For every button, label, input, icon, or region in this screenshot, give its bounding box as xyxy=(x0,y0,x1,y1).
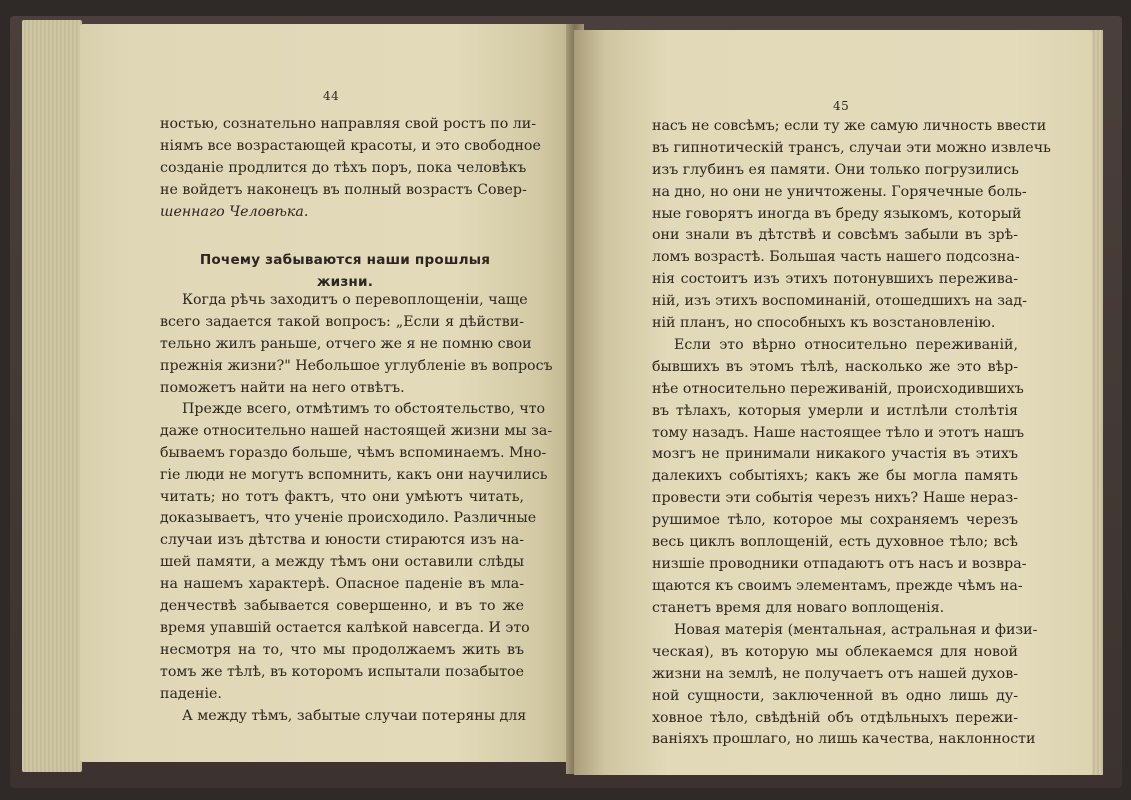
text-line: мозгъ не принимали никакого участія въ этихъ xyxy=(652,446,1018,463)
text-line: на дно, но они не уничтожены. Горячечные боль- xyxy=(652,183,1027,200)
text-line: на нашемъ характерѣ. Опасное паденіе въ мла- xyxy=(160,576,524,593)
text-line: Когда рѣчь заходитъ о перевоплощеніи, чаще xyxy=(182,292,528,308)
text-line: Новая матерія (ментальная, астральная и физи- xyxy=(674,622,1038,638)
text-line: провести эти событія черезъ нихъ? Наше нераз- xyxy=(652,490,1018,507)
text-line: поможетъ найти на него отвѣтъ. xyxy=(160,379,405,396)
text-line: изъ глубинъ ея памяти. Они только погрузились xyxy=(652,161,1019,178)
right-paragraph-3 xyxy=(652,620,1038,751)
text-line: даже относительно нашей настоящей жизни мы за- xyxy=(160,422,553,439)
text-line: нія состоитъ изъ этихъ потонувшихъ пережива- xyxy=(652,271,1018,288)
text-line: въ гипнотическій трансъ, случаи эти можно извлечь xyxy=(652,139,1051,156)
text-line: весь циклъ воплощеній, есть духовное тѣло; всѣ xyxy=(652,534,1018,551)
text-line: А между тѣмъ, забытые случаи потеряны для xyxy=(182,708,527,724)
text-line: время упавшій остается калѣкой навсегда. И это xyxy=(160,619,530,636)
left-intro-paragraph xyxy=(160,114,541,223)
left-paragraph-1 xyxy=(160,290,553,399)
text-line: читать; но тотъ фактъ, что они умѣютъ читать, xyxy=(160,488,524,505)
text-line: они знали въ дѣтствѣ и совсѣмъ забыли въ зрѣ- xyxy=(652,227,1018,244)
text-line: рушимое тѣло, которое мы сохраняемъ черезъ xyxy=(652,512,1018,529)
text-line: низшіе проводники отпадаютъ отъ насъ и возвра- xyxy=(652,555,1027,572)
right-paragraph-2 xyxy=(652,335,1027,620)
text-line: ностью, сознательно направляя свой ростъ по ли- xyxy=(160,116,537,132)
text-line: не войдетъ наконецъ въ полный возрастъ Совер- xyxy=(160,181,527,198)
text-line: созданіе продлится до тѣхъ поръ, пока человѣкъ xyxy=(160,159,527,176)
text-line: ніямъ все возрастающей красоты, и это свободное xyxy=(160,137,541,154)
text-line: Прежде всего, отмѣтимъ то обстоятельство, что xyxy=(182,401,546,417)
page-number-right: 45 xyxy=(833,99,850,113)
text-line: нѣе относительно переживаній, происходившихъ xyxy=(652,380,1024,397)
left-paragraph-2 xyxy=(160,399,553,705)
text-line: всего задается такой вопросъ: „Если я дѣйстви- xyxy=(160,313,524,330)
left-page-edges xyxy=(22,20,82,772)
text-line: паденіе. xyxy=(160,685,222,702)
text-line: ломъ возрастѣ. Большая часть нашего подсозна- xyxy=(652,249,1020,266)
text-line: бывшихъ въ этомъ тѣлѣ, насколько же это вѣр- xyxy=(652,358,1018,375)
text-line: Если это вѣрно относительно переживаній, xyxy=(674,337,1018,353)
text-line: тельно жилъ раньше, отчего же я не помню свои xyxy=(160,335,532,352)
text-line: денчествѣ забывается совершенно, и въ то же xyxy=(160,598,524,615)
right-paragraph-1 xyxy=(652,116,1051,335)
section-heading: Почему забываются наши прошлыя жизни. xyxy=(199,252,491,290)
text-line: станетъ время для новаго воплощенія. xyxy=(652,599,945,616)
text-line: ваніяхъ прошлаго, но лишь качества, наклонности xyxy=(652,731,1036,748)
text-line: ные говорятъ иногда въ бреду языкомъ, который xyxy=(652,205,1022,222)
text-line: насъ не совсѣмъ; если ту же самую личность ввести xyxy=(652,118,1047,134)
text-line: ной сущности, заключенной въ одно лишь ду- xyxy=(652,687,1018,704)
text-line: прежнія жизни?" Небольшое углубленіе въ вопросъ xyxy=(160,357,553,374)
text-line: тому назадъ. Наше настоящее тѣло и этотъ нашъ xyxy=(652,424,1025,441)
text-line: щаются къ своимъ элементамъ, прежде чѣмъ на- xyxy=(652,577,1023,594)
text-line: шеннаго Человѣка. xyxy=(160,203,309,220)
text-line: въ тѣлахъ, которыя умерли и истлѣли столѣтія xyxy=(652,402,1018,419)
left-page xyxy=(80,24,580,762)
text-line: ній планъ, но способныхъ къ возстановленію. xyxy=(652,315,996,332)
text-line: несмотря на то, что мы продолжаемъ жить въ xyxy=(160,641,524,658)
text-line: далекихъ событіяхъ; какъ же бы могла память xyxy=(652,468,1018,485)
text-line: ческая), въ которую мы облекаемся для новой xyxy=(652,643,1018,660)
page-number-left: 44 xyxy=(323,89,340,103)
text-line: ховное тѣло, свѣдѣній объ отдѣльныхъ пережи- xyxy=(652,709,1018,726)
text-line: доказываетъ, что ученіе происходило. Различные xyxy=(160,510,537,527)
text-line: жизни на землѣ, не получаетъ отъ нашей духов- xyxy=(652,665,1018,682)
text-line: томъ же тѣлѣ, въ которомъ испытали позабытое xyxy=(160,663,524,680)
text-line: гіе люди не могутъ вспомнить, какъ они научились xyxy=(160,466,548,483)
left-paragraph-3 xyxy=(160,706,527,728)
text-line: ній, изъ этихъ воспоминаній, отошедшихъ на зад- xyxy=(652,293,1027,310)
text-line: шей памяти, а между тѣмъ они оставили слѣды xyxy=(160,554,524,571)
right-page xyxy=(574,30,1092,775)
text-line: случаи изъ дѣтства и юности стираются изъ на- xyxy=(160,532,524,549)
text-line: бываемъ гораздо больше, чѣмъ вспоминаемъ. Мно- xyxy=(160,444,547,461)
